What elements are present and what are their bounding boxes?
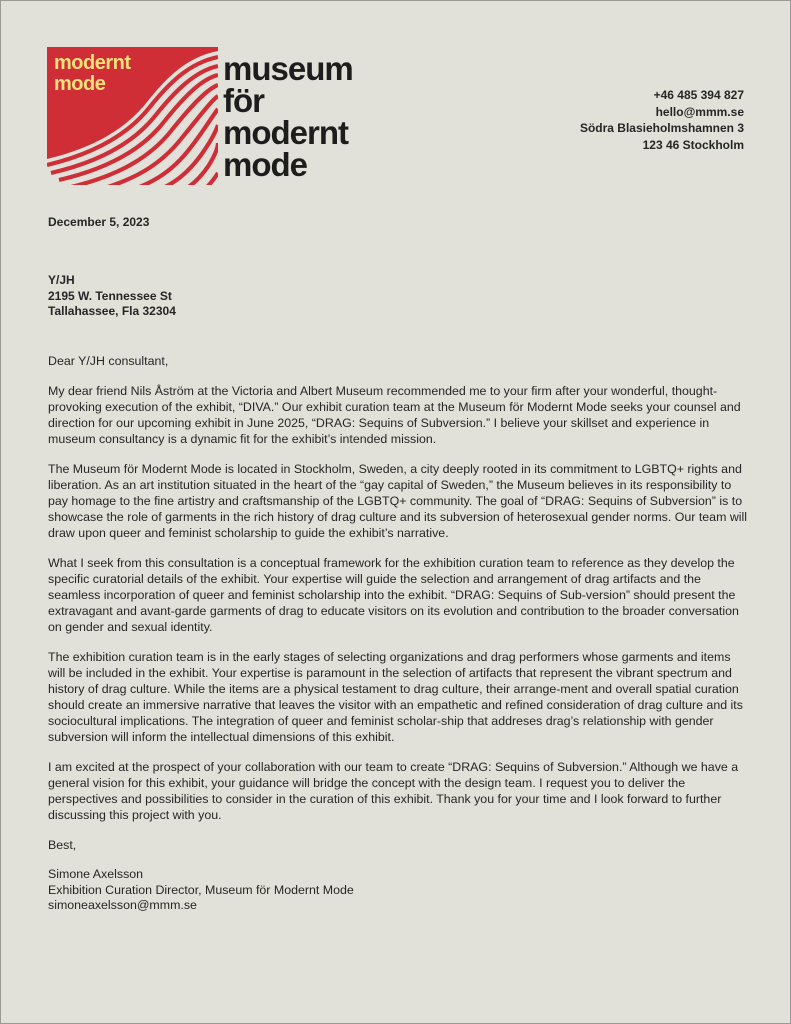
signature-name: Simone Axelsson: [48, 867, 144, 881]
wordmark-line-4: mode: [223, 146, 308, 183]
letter-date: December 5, 2023: [48, 215, 150, 229]
paragraph-2: The Museum för Modernt Mode is located in Stockholm, Sweden, a city deeply rooted in its commitment to LGBTQ+ rights and liberation. As an art institution situated in the heart of the “gay capital of Sweden,” the Museum believes in its responsibility to pay homage to the fine artistry and craftsmanship of the LGBTQ+ community. The goal of “DRAG: Sequins of Subversion” is to showcase the role of garments in the rich history of drag culture and its subversion of heterosexual gender norms. Our team will draw upon queer and feminist scholarship to guide the exhibit’s narrative.: [48, 462, 748, 540]
closing: Best,: [48, 838, 77, 852]
recipient-street: 2195 W. Tennessee St: [48, 288, 172, 303]
contact-city: 123 46 Stockholm: [642, 137, 744, 152]
recipient-city: Tallahassee, Fla 32304: [48, 304, 176, 318]
letter-body: [48, 353, 748, 867]
wordmark-line-1: museum: [223, 50, 353, 87]
salutation: Dear Y/JH consultant,: [48, 354, 169, 368]
paragraph-4: The exhibition curation team is in the early stages of selecting organizations and drag performers whose garments and items will be included in the exhibit. Your expertise is paramount in the selection of artifacts that represent the vibrant spectrum and history of drag culture. While the items are a physical testament to drag culture, their arrange-ment and overall spatial curation should create an immersive narrative that leaves the visitor with an empathetic and refined consideration of drag culture and its sociocultural implications. The integration of queer and feminist scholar-ship that addreses drag’s relationship with gender subversion will inform the intellectual dimensions of this exhibit.: [48, 650, 743, 744]
logo-mark-line-2: mode: [54, 73, 106, 95]
recipient-address: [48, 273, 176, 320]
signature-block: [48, 867, 354, 914]
recipient-name: Y/JH: [48, 273, 75, 287]
contact-street: Södra Blasieholmshamnen 3: [579, 121, 744, 135]
logo-mark-line-1: modernt: [54, 52, 131, 74]
museum-wordmark: [223, 50, 353, 183]
contact-phone: +46 485 394 827: [653, 88, 744, 102]
logo-mark-text: [54, 53, 131, 95]
signature-email: simoneaxelsson@mmm.se: [48, 898, 197, 912]
wordmark-line-2: för: [223, 82, 264, 119]
contact-block: [580, 87, 744, 153]
contact-email: hello@mmm.se: [655, 104, 744, 119]
signature-title: Exhibition Curation Director, Museum för Modernt Mode: [48, 882, 354, 897]
paragraph-3: What I seek from this consultation is a conceptual framework for the exhibition curation team to reference as they develop the specific curatorial details of the exhibit. Your expertise will guide the selection and arrangement of drag artifacts and the seamless incorporation of queer and feminist scholarship into the exhibit. “DRAG: Sequins of Sub-version” should present the extravagant and avant-garde garments of drag to educate visitors on its evolution and contribution to the broader conversation on gender and sexual identity.: [48, 556, 739, 634]
wordmark-line-3: modernt: [223, 114, 348, 151]
paragraph-1: My dear friend Nils Åström at the Victoria and Albert Museum recommended me to your firm after your wonderful, thought-provoking execution of the exhibit, “DIVA.” Our exhibit curation team at the Museum för Modernt Mode seeks your counsel and direction for our upcoming exhibit in June 2025, “DRAG: Sequins of Subversion.” I believe your skillset and experience in museum consultancy is a dynamic fit for the exhibit’s intended mission.: [48, 384, 741, 446]
paragraph-5: I am excited at the prospect of your collaboration with our team to create “DRAG: Sequins of Subversion.” Although we have a general vision for this exhibit, your guidance will bridge the concept with the design team. I request you to deliver the perspectives and possibilities to consider in the curation of this exhibit. Thank you for your time and I look forward to further discussing this project with you.: [48, 760, 739, 822]
